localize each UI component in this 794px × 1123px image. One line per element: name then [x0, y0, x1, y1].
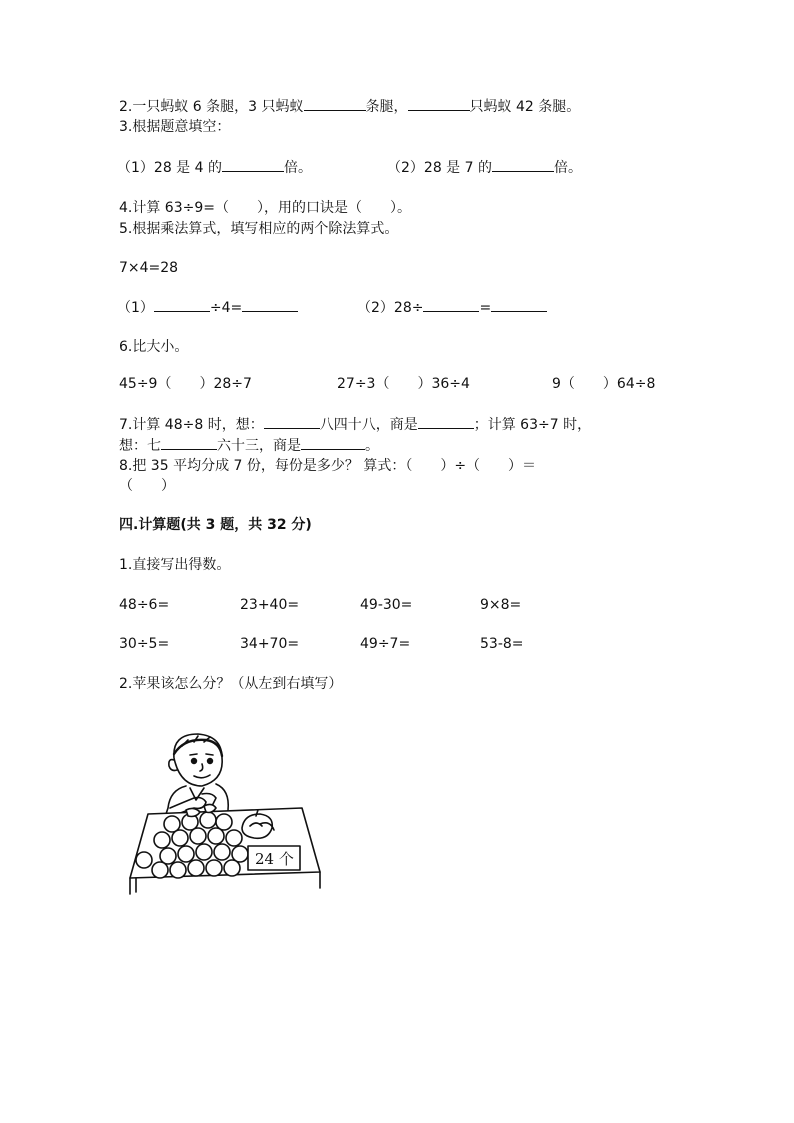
question-5a: [117, 297, 298, 318]
calc-2-title: 2.苹果该怎么分？（从左到右填写）: [119, 676, 343, 692]
q2-text-2: 条腿，: [365, 99, 408, 115]
calc-item: 34+70=: [240, 636, 300, 652]
q7-text-2: 八四十八，商是: [319, 417, 418, 433]
answer-blank[interactable]: [154, 297, 210, 312]
question-3-title: 3.根据题意填空：: [119, 119, 231, 135]
q5a-prefix: （1）: [117, 300, 154, 316]
answer-blank[interactable]: [423, 297, 479, 312]
answer-blank[interactable]: [492, 157, 554, 172]
q7-text-3: ；计算 63÷7 时，: [473, 417, 592, 433]
q5b-operator: =: [479, 300, 492, 316]
question-5b: [357, 297, 547, 318]
q7-text-1: 7.计算 48÷8 时，想：: [119, 417, 264, 433]
answer-blank[interactable]: [418, 414, 474, 429]
answer-blank[interactable]: [301, 435, 365, 450]
question-8: 8.把 35 平均分成 7 份，每份是多少？ 算式：（ ）÷（ ）＝: [119, 458, 537, 474]
q3a-text: （1）28 是 4 的: [117, 160, 222, 176]
compare-item: 27÷3（ ）36÷4: [337, 376, 470, 392]
question-4: 4.计算 63÷9=（ ），用的口诀是（ ）。: [119, 200, 411, 216]
calc-item: 9×8=: [480, 597, 522, 613]
question-7-line-1: [119, 414, 591, 435]
answer-blank[interactable]: [222, 157, 284, 172]
q3a-suffix: 倍。: [283, 160, 312, 176]
answer-blank[interactable]: [264, 414, 320, 429]
compare-item: 9（ ）64÷8: [552, 376, 656, 392]
q5a-operator: ÷4=: [209, 300, 243, 316]
q5b-prefix: （2）28÷: [357, 300, 424, 316]
answer-blank[interactable]: [491, 297, 547, 312]
calc-item: 23+40=: [240, 597, 300, 613]
q5-equation: 7×4=28: [119, 260, 179, 276]
answer-blank[interactable]: [304, 96, 366, 111]
q3b-text: （2）28 是 7 的: [387, 160, 492, 176]
calc-item: 48÷6=: [119, 597, 170, 613]
question-3a: [117, 157, 312, 178]
question-6-title: 6.比大小。: [119, 339, 189, 355]
question-8-answer: （ ）: [119, 478, 175, 494]
question-7-line-2: [119, 435, 379, 456]
q7-text-4: 想：七: [119, 438, 161, 454]
answer-blank[interactable]: [242, 297, 298, 312]
question-3b: [387, 157, 582, 178]
q3b-suffix: 倍。: [553, 160, 582, 176]
answer-blank[interactable]: [408, 96, 470, 111]
calc-item: 53-8=: [480, 636, 524, 652]
answer-blank[interactable]: [161, 435, 217, 450]
q2-text-3: 只蚂蚁 42 条腿。: [469, 99, 581, 115]
question-2: [119, 96, 580, 117]
figure-label: 24 个: [255, 850, 294, 868]
q7-text-6: 。: [365, 438, 379, 454]
compare-item: 45÷9（ ）28÷7: [119, 376, 252, 392]
calc-item: 49-30=: [360, 597, 413, 613]
q2-text-1: 2.一只蚂蚁 6 条腿，3 只蚂蚁: [119, 99, 304, 115]
question-5-title: 5.根据乘法算式，填写相应的两个除法算式。: [119, 221, 399, 237]
q7-text-5: 六十三，商是: [217, 438, 301, 454]
calc-item: 49÷7=: [360, 636, 411, 652]
calc-1-title: 1.直接写出得数。: [119, 557, 231, 573]
apples-illustration: [124, 728, 330, 896]
section-heading: 四.计算题(共 3 题，共 32 分): [119, 517, 312, 533]
calc-item: 30÷5=: [119, 636, 170, 652]
